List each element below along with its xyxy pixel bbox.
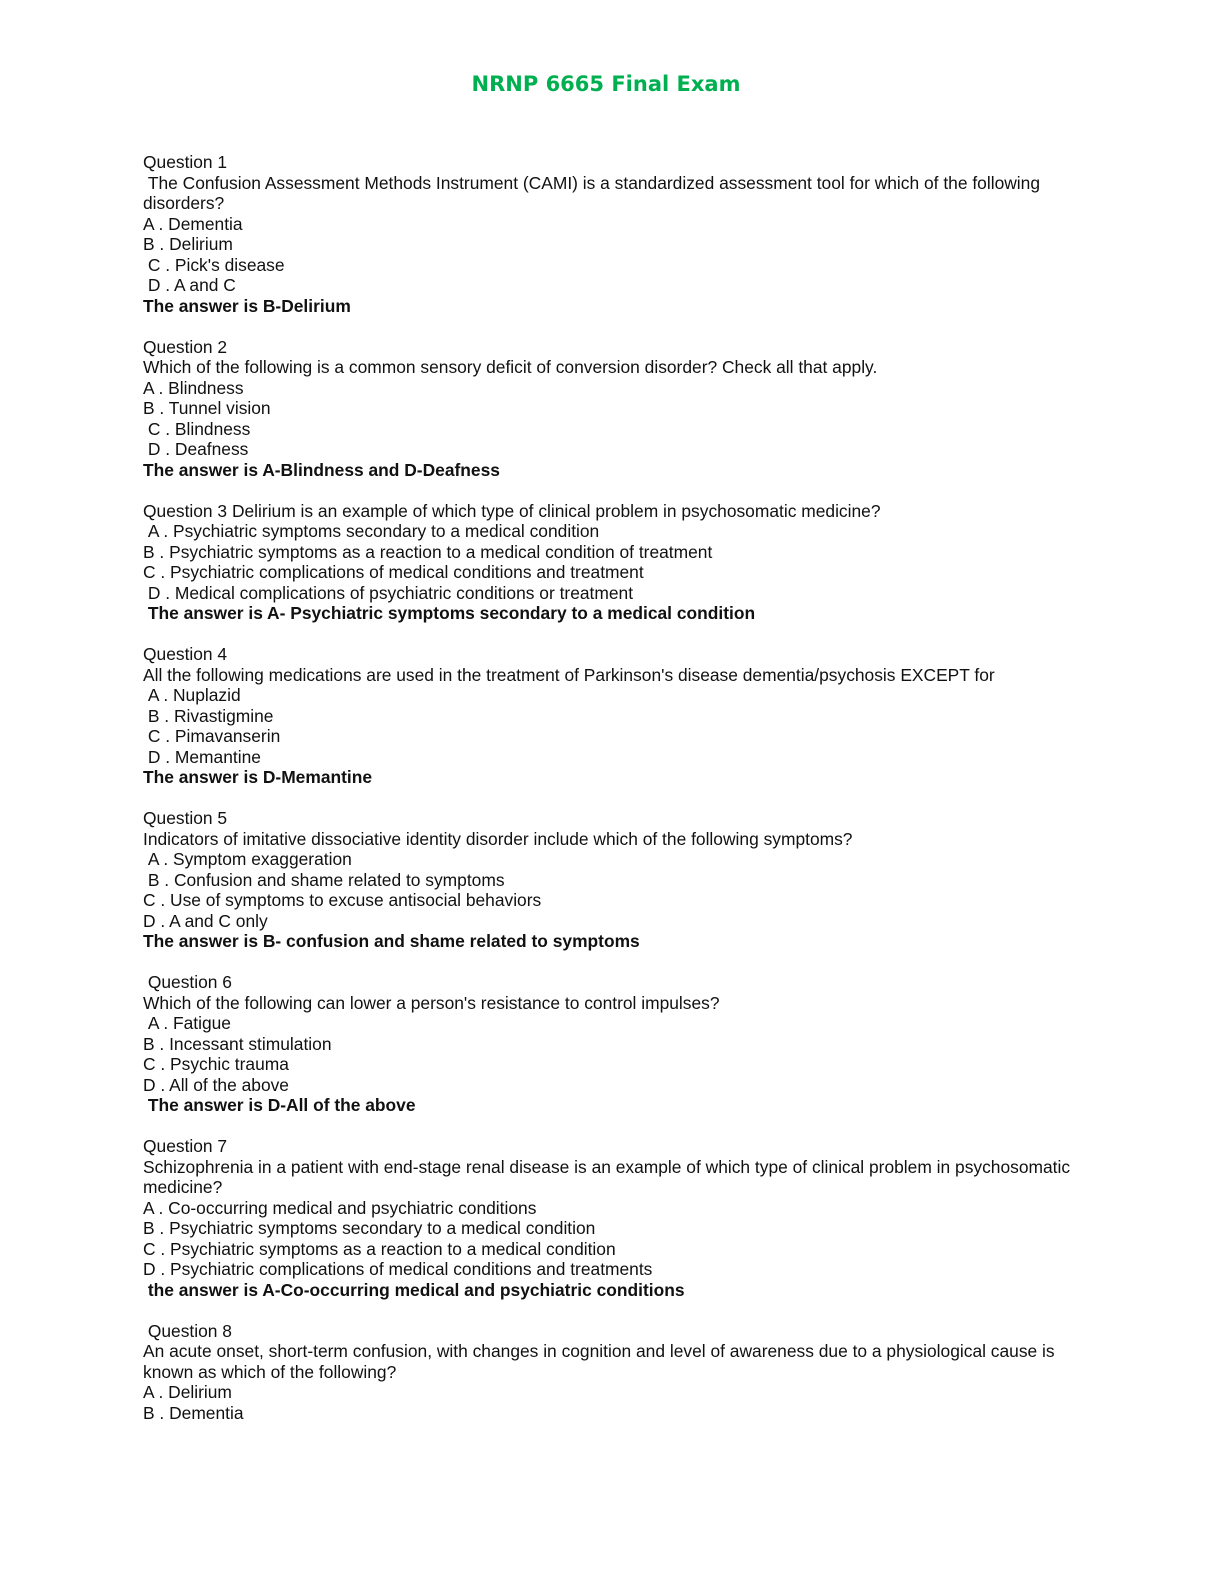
answer-option: C . Psychiatric complications of medical conditions and treatment — [143, 562, 644, 582]
document-title: NRNP 6665 Final Exam — [471, 72, 741, 96]
answer-option: D . Medical complications of psychiatric conditions or treatment — [143, 582, 634, 603]
answer-option: B . Delirium — [143, 234, 233, 254]
question-stem: The Confusion Assessment Methods Instrument (CAMI) is a standardized assessment tool for which of the following disorders? — [143, 172, 1045, 213]
answer-option: C . Use of symptoms to excuse antisocial behaviors — [143, 890, 542, 910]
question-block — [143, 644, 1093, 788]
answer-option: A . Symptom exaggeration — [143, 849, 352, 869]
answer-option: A . Co-occurring medical and psychiatric conditions — [143, 1197, 537, 1218]
answer-option: B . Confusion and shame related to symptoms — [143, 869, 505, 890]
answer-option: B . Rivastigmine — [143, 705, 274, 726]
question-block — [143, 808, 1093, 952]
answer-option: D . Psychiatric complications of medical conditions and treatments — [143, 1259, 653, 1279]
answer-option: B . Dementia — [143, 1402, 244, 1423]
correct-answer: the answer is A-Co-occurring medical and psychiatric conditions — [143, 1279, 685, 1300]
answer-option: A . Fatigue — [143, 1013, 231, 1033]
question-block — [143, 1321, 1093, 1424]
answer-option: D . Memantine — [143, 746, 261, 767]
question-heading: Question 8 — [143, 1320, 232, 1341]
question-list — [143, 152, 1093, 1423]
answer-option: D . All of the above — [143, 1074, 289, 1095]
correct-answer: The answer is B-Delirium — [143, 295, 351, 316]
correct-answer: The answer is D-Memantine — [143, 767, 373, 787]
correct-answer: The answer is A- Psychiatric symptoms secondary to a medical condition — [143, 603, 756, 623]
answer-option: C . Psychiatric symptoms as a reaction to a medical condition — [143, 1238, 616, 1259]
answer-option: D . Deafness — [143, 439, 249, 459]
question-stem: All the following medications are used in the treatment of Parkinson's disease dementia/psychosis EXCEPT for — [143, 664, 995, 685]
question-heading: Question 4 — [143, 644, 228, 664]
question-heading: Question 3 Delirium is an example of which type of clinical problem in psychosomatic medicine? — [143, 500, 881, 521]
answer-option: C . Pick's disease — [143, 254, 285, 275]
answer-option: A . Blindness — [143, 377, 244, 398]
question-heading: Question 2 — [143, 336, 228, 357]
question-stem: Which of the following is a common sensory deficit of conversion disorder? Check all that apply. — [143, 357, 878, 377]
question-stem: Which of the following can lower a person's resistance to control impulses? — [143, 992, 720, 1013]
answer-option: D . A and C only — [143, 910, 268, 931]
answer-option: B . Psychiatric symptoms as a reaction to a medical condition of treatment — [143, 541, 713, 562]
correct-answer: The answer is A-Blindness and D-Deafness — [143, 459, 500, 480]
answer-option: C . Blindness — [143, 418, 251, 439]
question-heading: Question 7 — [143, 1136, 228, 1156]
question-block — [143, 972, 1093, 1116]
answer-option: A . Delirium — [143, 1382, 232, 1402]
answer-option: C . Psychic trauma — [143, 1054, 289, 1074]
question-heading: Question 5 — [143, 808, 228, 828]
correct-answer: The answer is B- confusion and shame related to symptoms — [143, 931, 640, 951]
question-heading: Question 6 — [143, 972, 232, 992]
question-block — [143, 152, 1093, 316]
answer-option: D . A and C — [143, 275, 236, 295]
question-heading: Question 1 — [143, 152, 228, 172]
question-block — [143, 1136, 1093, 1300]
answer-option: A . Dementia — [143, 213, 243, 234]
answer-option: B . Tunnel vision — [143, 398, 271, 418]
correct-answer: The answer is D-All of the above — [143, 1095, 416, 1115]
question-block — [143, 501, 1093, 624]
answer-option: B . Psychiatric symptoms secondary to a medical condition — [143, 1218, 596, 1238]
question-stem: Schizophrenia in a patient with end-stage renal disease is an example of which type of clinical problem in psychosomatic medicine? — [143, 1156, 1075, 1197]
answer-option: C . Pimavanserin — [143, 726, 281, 746]
question-stem: An acute onset, short-term confusion, with changes in cognition and level of awareness due to a physiological cause is known as which of the following? — [143, 1341, 1060, 1382]
question-block — [143, 337, 1093, 481]
answer-option: A . Psychiatric symptoms secondary to a medical condition — [143, 521, 600, 541]
question-stem: Indicators of imitative dissociative identity disorder include which of the following symptoms? — [143, 828, 853, 849]
answer-option: A . Nuplazid — [143, 685, 241, 705]
answer-option: B . Incessant stimulation — [143, 1033, 332, 1054]
